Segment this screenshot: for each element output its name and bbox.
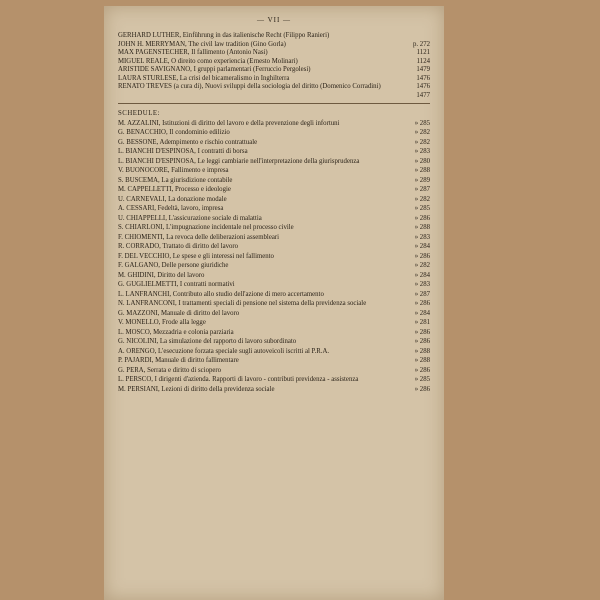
index-entry xyxy=(118,49,430,57)
index-entry xyxy=(118,386,430,394)
entry-text: RENATO TREVES (a cura di), Nuovi sviluppi della sociologia del diritto (Domenico Corradini) xyxy=(118,83,381,90)
entry-page: » 286 xyxy=(414,300,430,307)
entry-text: A. CESSARI, Fedeltà, lavoro, impresa xyxy=(118,205,224,212)
index-entry xyxy=(118,329,430,337)
entry-text: JOHN H. MERRYMAN, The civil law tradition (Gino Gorla) xyxy=(118,40,286,48)
entry-page: » 282 xyxy=(414,129,430,136)
entry-page: » 283 xyxy=(414,148,430,155)
index-entry xyxy=(118,272,430,280)
index-entry xyxy=(118,319,430,327)
entry-page: » 282 xyxy=(414,195,430,203)
index-entry xyxy=(118,129,430,137)
index-entry xyxy=(118,253,430,261)
entry-text: M. PERSIANI, Lezioni di diritto della previdenza sociale xyxy=(118,385,275,393)
entry-text: G. GUGLIELMETTI, I contratti normativi xyxy=(118,281,235,288)
entry-text: L. MOSCO, Mezzadria e colonia parziaria xyxy=(118,328,234,336)
entry-text: M. CAPPELLETTI, Processo e ideologie xyxy=(118,186,231,193)
entry-text: L. PERSCO, I dirigenti d'azienda. Rapporti di lavoro - contributi previdenza - assistenza xyxy=(118,376,359,383)
schede-entries xyxy=(118,120,430,394)
entry-text: G. NICOLINI, La simulazione del rapporto di lavoro subordinato xyxy=(118,338,297,345)
entry-text: N. LANFRANCONI, I trattamenti speciali di pensione nel sistema della previdenza sociale xyxy=(118,300,367,307)
entry-text: L. BIANCHI D'ESPINOSA, Le leggi cambiarie nell'interpretazione della giurisprudenza xyxy=(118,157,360,165)
index-entry xyxy=(118,300,430,308)
entry-page: » 288 xyxy=(414,357,430,364)
index-entry xyxy=(118,262,430,270)
entry-page: » 283 xyxy=(414,281,430,288)
entry-page: 1476 xyxy=(416,74,430,82)
entry-page: » 286 xyxy=(414,385,430,393)
index-entry xyxy=(118,291,430,299)
index-entry xyxy=(118,167,430,175)
entry-text: G. MAZZONI, Manuale di diritto del lavoro xyxy=(118,309,240,317)
entry-page: » 284 xyxy=(414,271,430,279)
entry-page: 1124 xyxy=(416,57,430,65)
entry-text: GERHARD LUTHER, Einführung in das italienische Recht (Filippo Ranieri) xyxy=(118,32,330,39)
index-entry xyxy=(118,224,430,232)
entry-page: » 287 xyxy=(414,290,430,298)
entry-text: U. CARNEVALI, La donazione modale xyxy=(118,195,227,203)
index-entry xyxy=(118,139,430,147)
entry-text: LAURA STURLESE, La crisi del bicameralismo in Inghilterra xyxy=(118,74,290,82)
entry-page: » 287 xyxy=(414,186,430,193)
entry-page: » 286 xyxy=(414,366,430,374)
index-entry xyxy=(118,215,430,223)
entry-page: » 285 xyxy=(414,119,430,127)
entry-text: S. BUSCEMA, La giurisdizione contabile xyxy=(118,176,233,184)
entry-text: V. BUONOCORE, Fallimento e impresa xyxy=(118,167,229,174)
index-entry xyxy=(118,348,430,356)
index-entry xyxy=(118,32,430,40)
entry-page: » 282 xyxy=(414,262,430,269)
entry-text: S. CHIARLONI, L'impugnazione incidentale nel processo civile xyxy=(118,224,294,231)
entry-text: V. MONELLO, Frode alla legge xyxy=(118,319,206,326)
entry-text: P. PAJARDI, Manuale di diritto fallimentare xyxy=(118,357,239,364)
entry-page: » 285 xyxy=(414,376,430,383)
entry-page: » 284 xyxy=(414,309,430,317)
entry-page: » 288 xyxy=(414,224,430,231)
entry-text: F. CHIOMENTI, La revoca delle deliberazioni assembleari xyxy=(118,233,280,241)
index-entry xyxy=(118,367,430,375)
index-entry xyxy=(118,177,430,185)
index-entry xyxy=(118,66,430,74)
index-entry xyxy=(118,338,430,346)
entry-page: » 286 xyxy=(414,338,430,345)
index-entry xyxy=(118,41,430,49)
index-entry xyxy=(118,148,430,156)
entry-text: M. AZZALINI, Istituzioni di diritto del lavoro e della prevenzione degli infortuni xyxy=(118,119,340,127)
book-page xyxy=(104,6,444,600)
entry-text: MIGUEL REALE, O direito como experiencia (Ernesto Molinari) xyxy=(118,57,298,65)
entry-text: A. ORENGO, L'esecuzione forzata speciale sugli autoveicoli iscritti al P.R.A. xyxy=(118,347,330,355)
entry-text: G. BESSONE, Adempimento e rischio contrattuale xyxy=(118,138,258,146)
entry-text: G. PERA, Serrata e diritto di sciopero xyxy=(118,366,222,374)
entry-text: G. BENACCHIO, Il condominio edilizio xyxy=(118,129,230,136)
entry-page: 1121 xyxy=(416,49,430,56)
index-entry xyxy=(118,83,430,91)
entry-text: ARISTIDE SAVIGNANO, I gruppi parlamentari (Ferruccio Pergolesi) xyxy=(118,66,311,73)
index-entry xyxy=(118,234,430,242)
entry-text xyxy=(118,92,430,100)
entry-text: U. CHIAPPELLI, L'assicurazione sociale di malattia xyxy=(118,214,262,222)
entry-page: p. 272 xyxy=(413,40,430,48)
index-entry xyxy=(118,58,430,66)
entry-text: MAX PAGENSTECHER, Il fallimento (Antonio Nasi) xyxy=(118,49,268,56)
index-entry xyxy=(118,357,430,365)
index-entry xyxy=(118,243,430,251)
entry-text: F. GALGANO, Delle persone giuridiche xyxy=(118,262,229,269)
entry-page: 1477 xyxy=(416,91,430,99)
entry-text: R. CORRADO, Trattato di diritto del lavoro xyxy=(118,243,239,250)
entry-page: » 282 xyxy=(414,138,430,146)
entry-page: » 289 xyxy=(414,176,430,184)
entry-text: M. GHIDINI, Diritto del lavoro xyxy=(118,271,205,279)
entry-page: » 288 xyxy=(414,347,430,355)
index-entry xyxy=(118,196,430,204)
entry-page: 1476 xyxy=(416,83,430,90)
index-entry xyxy=(118,205,430,213)
entry-page: » 288 xyxy=(414,167,430,174)
entry-page: » 286 xyxy=(414,214,430,222)
schede-heading: SCHEDULE: xyxy=(118,109,160,117)
index-entry xyxy=(118,158,430,166)
entry-text: L. LANFRANCHI, Contributo allo studio dell'azione di mero accertamento xyxy=(118,290,324,298)
index-entry xyxy=(118,310,430,318)
divider xyxy=(118,103,430,104)
entry-page: » 286 xyxy=(414,328,430,336)
entry-page: » 284 xyxy=(414,243,430,250)
review-entries xyxy=(118,32,430,100)
entry-page: 1479 xyxy=(416,66,430,73)
index-entry xyxy=(118,281,430,289)
index-list xyxy=(118,32,430,395)
index-entry xyxy=(118,120,430,128)
entry-page: » 280 xyxy=(414,157,430,165)
index-entry xyxy=(118,75,430,83)
index-entry xyxy=(118,186,430,194)
entry-text: L. BIANCHI D'ESPINOSA, I contratti di borsa xyxy=(118,148,248,155)
entry-page: » 285 xyxy=(414,205,430,212)
entry-page: » 283 xyxy=(414,233,430,241)
index-entry xyxy=(118,92,430,100)
index-entry xyxy=(118,376,430,384)
entry-page: » 286 xyxy=(414,252,430,260)
entry-page: » 281 xyxy=(414,319,430,326)
page-number: — VII — xyxy=(256,16,292,24)
entry-text: F. DEL VECCHIO, Le spese e gli interessi nel fallimento xyxy=(118,252,274,260)
